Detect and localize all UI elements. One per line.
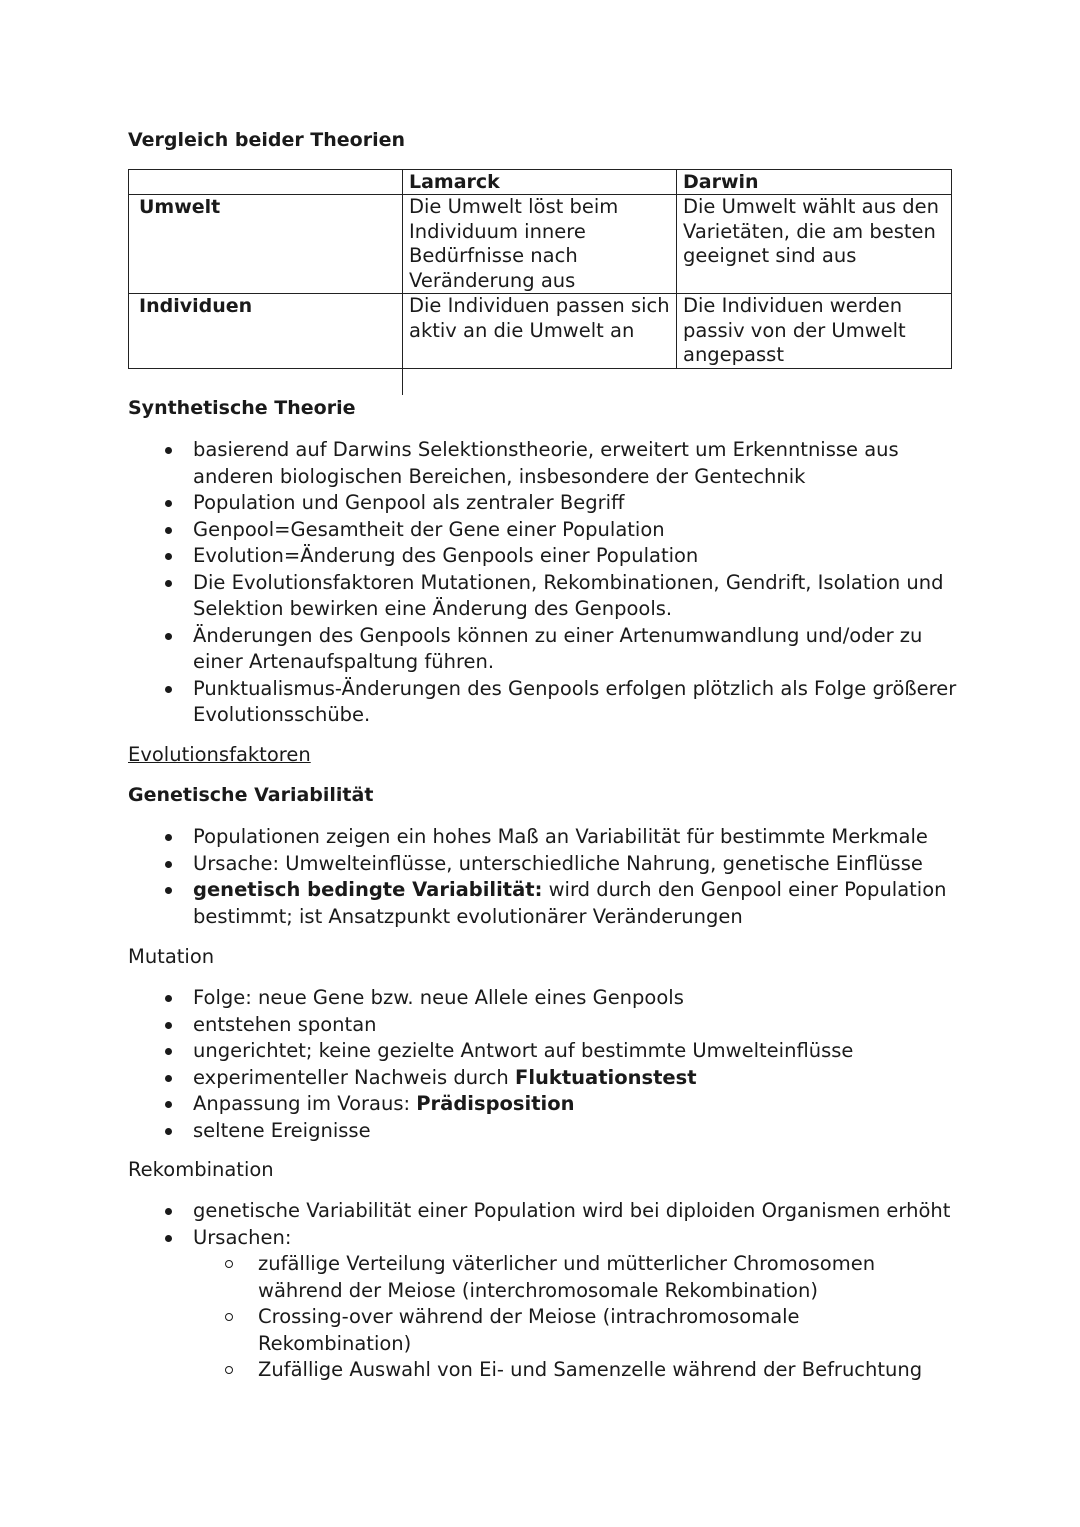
list-item: Punktualismus-Änderungen des Genpools erfolgen plötzlich als Folge größerer Evolutionsschübe. [128,676,958,729]
list-item: Die Evolutionsfaktoren Mutationen, Rekombinationen, Gendrift, Isolation und Selektion bewirken eine Änderung des Genpools. [128,570,958,623]
col-header-lamarck: Lamarck [403,170,677,195]
item-text: Ursachen: [193,1225,292,1249]
table-corner-cell [129,170,403,195]
list-item: entstehen spontan [128,1012,958,1039]
list-item: seltene Ereignisse [128,1118,958,1145]
cell-darwin-individuen: Die Individuen werden passiv von der Umwelt angepasst [677,294,952,369]
mutation-list [128,985,958,1144]
list-item [128,1065,958,1092]
row-header-umwelt: Umwelt [129,195,403,294]
row-header-individuen: Individuen [129,294,403,369]
list-item: Populationen zeigen ein hohes Maß an Variabilität für bestimmte Merkmale [128,824,958,851]
genetic-variability-heading: Genetische Variabilität [128,784,374,806]
sublist-item: Zufällige Auswahl von Ei- und Samenzelle während der Befruchtung [193,1357,958,1384]
list-item: Genpool=Gesamtheit der Gene einer Population [128,517,958,544]
item-text: Anpassung im Voraus: [193,1092,417,1115]
comparison-heading: Vergleich beider Theorien [128,129,406,151]
list-item [128,877,958,930]
col-header-darwin: Darwin [677,170,952,195]
term-description: wird durch den Genpool einer Population bestimmt; ist Ansatzpunkt evolutionärer Veränderungen [193,878,947,928]
table-divider-stub [402,369,403,395]
term-bold: Prädisposition [416,1092,575,1115]
list-item: Änderungen des Genpools können zu einer Artenumwandlung und/oder zu einer Artenaufspaltung führen. [128,623,958,676]
item-text: experimenteller Nachweis durch [193,1065,515,1089]
recombination-list [128,1198,958,1384]
recombination-heading: Rekombination [128,1158,274,1181]
sublist-item: Crossing-over während der Meiose (intrachromosomale Rekombination) [193,1304,958,1357]
list-item: ungerichtet; keine gezielte Antwort auf bestimmte Umwelteinflüsse [128,1038,958,1065]
list-item: Population und Genpool als zentraler Begriff [128,490,958,517]
table-row [129,195,952,294]
term-bold: Fluktuationstest [515,1065,697,1089]
list-item [128,1091,958,1118]
table-row [129,294,952,369]
sublist-item: zufällige Verteilung väterlicher und mütterlicher Chromosomen während der Meiose (interchromosomale Rekombination) [193,1251,958,1304]
cell-lamarck-individuen: Die Individuen passen sich aktiv an die Umwelt an [403,294,677,369]
recombination-sublist [193,1251,958,1384]
synthetic-list [128,437,958,729]
list-item: Folge: neue Gene bzw. neue Allele eines Genpools [128,985,958,1012]
list-item [128,1225,958,1384]
list-item: Ursache: Umwelteinflüsse, unterschiedliche Nahrung, genetische Einflüsse [128,851,958,878]
term-bold: genetisch bedingte Variabilität: [193,878,543,901]
mutation-heading: Mutation [128,945,215,968]
list-item: basierend auf Darwins Selektionstheorie, erweitert um Erkenntnisse aus anderen biologischen Bereichen, insbesondere der Gentechnik [128,437,958,490]
list-item: Evolution=Änderung des Genpools einer Population [128,543,958,570]
genetic-list [128,824,958,930]
table-header-row [129,170,952,195]
factors-heading: Evolutionsfaktoren [128,743,311,766]
cell-darwin-umwelt: Die Umwelt wählt aus den Varietäten, die am besten geeignet sind aus [677,195,952,294]
list-item: genetische Variabilität einer Population wird bei diploiden Organismen erhöht [128,1198,958,1225]
synthetic-heading: Synthetische Theorie [128,397,356,419]
cell-lamarck-umwelt: Die Umwelt löst beim Individuum innere Bedürfnisse nach Veränderung aus [403,195,677,294]
comparison-table [128,169,952,369]
